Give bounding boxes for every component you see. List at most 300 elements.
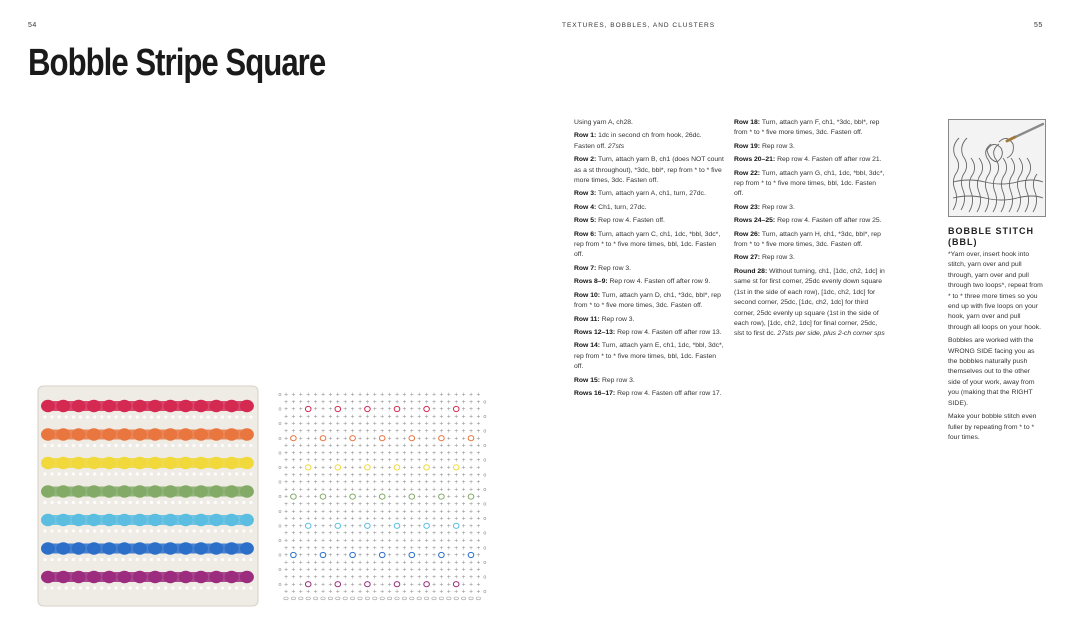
swatch-stitch (51, 501, 54, 504)
swatch-stitch (143, 501, 146, 504)
chart-dc-symbol: + (417, 523, 422, 530)
chart-bobble-symbol (350, 494, 356, 499)
swatch-stitch (193, 472, 196, 475)
chart-bobble-symbol (439, 494, 445, 499)
chart-dc-symbol: + (380, 392, 385, 398)
chart-dc-symbol: + (454, 589, 459, 596)
running-head: TEXTURES, BOBBLES, AND CLUSTERS (562, 22, 716, 29)
row-text: Rep row 3. (599, 315, 635, 323)
swatch-stitch (200, 501, 203, 504)
chart-dc-symbol: + (291, 545, 296, 552)
chart-dc-symbol: + (298, 581, 303, 588)
swatch-stitch (86, 501, 89, 504)
chart-dc-symbol: + (454, 399, 459, 406)
swatch-stitch (164, 472, 167, 475)
chart-dc-symbol: + (313, 450, 318, 457)
swatch-bobble (240, 514, 254, 526)
chart-dc-symbol: + (357, 435, 363, 442)
chart-dc-symbol: + (424, 501, 429, 508)
chart-dc-symbol: + (306, 443, 311, 450)
chart-dc-symbol: + (298, 516, 303, 523)
swatch-bobble (72, 457, 86, 469)
swatch-stitch (249, 529, 252, 532)
chart-dc-symbol: + (431, 501, 437, 508)
row-text: Rep row 4. Fasten off after row 21. (775, 156, 882, 164)
swatch-stitch (129, 501, 132, 504)
swatch-stitch (193, 415, 196, 418)
chart-chain-symbol (461, 597, 465, 600)
chart-dc-symbol: + (439, 523, 444, 530)
chart-dc-symbol: + (306, 413, 311, 420)
swatch-bobble (87, 571, 101, 583)
chart-dc-symbol: + (461, 421, 466, 428)
swatch-stitch (185, 586, 188, 589)
chart-dc-symbol: + (446, 399, 451, 406)
chart-dc-symbol: + (454, 413, 459, 420)
chart-dc-symbol: + (343, 559, 348, 566)
chart-dc-symbol: + (283, 508, 289, 515)
chart-dc-symbol: + (431, 538, 437, 544)
chart-dc-symbol: + (372, 421, 377, 428)
chart-bobble-symbol (320, 436, 326, 441)
chart-dc-symbol: + (387, 457, 392, 464)
chart-dc-symbol: + (446, 443, 451, 450)
chart-dc-symbol: + (468, 479, 474, 486)
chart-dc-symbol: + (446, 508, 451, 515)
chart-dc-symbol: + (313, 508, 318, 515)
chart-dc-symbol: + (313, 435, 318, 442)
chart-dc-symbol: + (328, 450, 333, 457)
chart-dc-symbol: + (424, 486, 429, 493)
chart-dc-symbol: + (283, 450, 289, 457)
chart-dc-symbol: + (306, 545, 311, 552)
swatch-stitch (178, 415, 181, 418)
swatch-bobble (179, 542, 193, 554)
chart-dc-symbol: + (365, 472, 370, 479)
chart-dc-symbol: + (357, 457, 363, 464)
row-text: Turn, attach yarn H, ch1, *3dc, bbl*, rep from * to * five more times, 3dc. Fasten off. (734, 230, 881, 249)
chart-dc-symbol: + (298, 399, 303, 406)
swatch-stitch (221, 501, 224, 504)
chart-dc-symbol: + (380, 559, 385, 566)
swatch-bobble (72, 400, 86, 412)
chart-dc-symbol: + (380, 574, 385, 581)
chart-dc-symbol: + (431, 559, 437, 566)
chart-dc-symbol: + (335, 559, 340, 566)
swatch-bobble (56, 542, 70, 554)
chart-dc-symbol: + (402, 457, 407, 464)
chart-dc-symbol: + (357, 428, 363, 435)
swatch-stitch (43, 415, 46, 418)
row-label: Row 11: (574, 315, 600, 323)
swatch-stitch (171, 501, 174, 504)
chart-dc-symbol: + (417, 472, 422, 479)
chart-bobble-symbol (409, 436, 415, 441)
chart-dc-symbol: + (283, 559, 289, 566)
chart-dc-symbol: + (446, 589, 451, 596)
chart-dc-symbol: + (313, 399, 318, 406)
row-label: Row 4: (574, 203, 597, 211)
swatch-stitch (193, 558, 196, 561)
chart-dc-symbol: + (328, 465, 333, 471)
chart-dc-symbol: + (461, 589, 466, 596)
swatch-bobble (102, 571, 116, 583)
chart-dc-symbol: + (298, 472, 303, 479)
row-text: Using yarn A, ch28. (574, 119, 633, 126)
chart-dc-symbol: + (439, 457, 444, 464)
chart-dc-symbol: + (343, 399, 348, 406)
row-label: Rows 16–17: (574, 389, 616, 397)
swatch-stitch (200, 472, 203, 475)
chart-dc-symbol: + (320, 392, 326, 398)
chart-dc-symbol: + (298, 494, 303, 501)
swatch-stitch (93, 415, 96, 418)
swatch-stitch (249, 558, 252, 561)
chart-dc-symbol: + (454, 435, 459, 442)
swatch-stitch (86, 415, 89, 418)
chart-dc-symbol: + (283, 523, 289, 530)
chart-dc-symbol: + (402, 435, 407, 442)
swatch-stitch (72, 415, 75, 418)
chart-dc-symbol: + (291, 392, 296, 398)
swatch-bobble (225, 571, 239, 583)
swatch-stitch (58, 415, 61, 418)
chart-dc-symbol: + (328, 552, 333, 559)
swatch-stitch (58, 501, 61, 504)
instruction-line (574, 277, 724, 287)
chart-dc-symbol: + (476, 530, 481, 537)
swatch-stitch (171, 415, 174, 418)
chart-dc-symbol: + (424, 589, 429, 596)
chart-turning-symbol: o (483, 545, 487, 552)
chart-dc-symbol: + (424, 552, 429, 559)
row-text: Rep row 4. Fasten off after row 9. (607, 278, 711, 286)
chart-bobble-symbol (409, 552, 415, 557)
chart-dc-symbol: + (365, 589, 370, 596)
chart-dc-symbol: + (476, 399, 481, 406)
chart-dc-symbol: + (372, 538, 377, 544)
chart-dc-symbol: + (424, 443, 429, 450)
chart-dc-symbol: + (476, 457, 481, 464)
chart-dc-symbol: + (283, 465, 289, 471)
chart-dc-symbol: + (476, 443, 481, 450)
chart-dc-symbol: + (298, 435, 303, 442)
chart-bobble-symbol (305, 406, 311, 411)
chart-dc-symbol: + (394, 559, 400, 566)
swatch-stitch (143, 444, 146, 447)
swatch-bobble (209, 428, 223, 440)
chart-dc-symbol: + (439, 567, 444, 574)
chart-dc-symbol: + (417, 392, 422, 398)
chart-bobble-symbol (365, 465, 371, 470)
chart-bobble-symbol (379, 436, 385, 441)
chart-dc-symbol: + (439, 421, 444, 428)
swatch-bobble (87, 457, 101, 469)
chart-dc-symbol: + (320, 516, 326, 523)
chart-dc-symbol: + (328, 399, 333, 406)
chart-dc-symbol: + (424, 567, 429, 574)
swatch-stitch (51, 415, 54, 418)
chart-dc-symbol: + (431, 406, 437, 413)
chart-dc-symbol: + (402, 479, 407, 486)
chart-dc-symbol: + (409, 589, 414, 596)
swatch-stitch (178, 558, 181, 561)
chart-chain-symbol (410, 597, 414, 600)
swatch-stitch (43, 472, 46, 475)
swatch-stitch (178, 586, 181, 589)
chart-dc-symbol: + (372, 479, 377, 486)
instruction-line (734, 169, 886, 200)
swatch-stitch (207, 472, 210, 475)
chart-dc-symbol: + (402, 523, 407, 530)
swatch-stitch (72, 444, 75, 447)
chart-dc-symbol: + (372, 450, 377, 457)
chart-dc-symbol: + (431, 589, 437, 596)
swatch-bobble (163, 571, 177, 583)
swatch-stitch (150, 529, 153, 532)
chart-dc-symbol: + (431, 530, 437, 537)
chart-dc-symbol: + (380, 567, 385, 574)
chart-dc-symbol: + (313, 581, 318, 588)
chart-dc-symbol: + (306, 494, 311, 501)
chart-dc-symbol: + (320, 545, 326, 552)
chart-dc-symbol: + (431, 435, 437, 442)
chart-chain-symbol (306, 597, 310, 600)
chart-dc-symbol: + (335, 567, 340, 574)
chart-dc-symbol: + (417, 552, 422, 559)
chart-dc-symbol: + (350, 508, 355, 515)
swatch-stitch (228, 529, 231, 532)
chart-chain-symbol (387, 597, 391, 600)
chart-dc-symbol: + (446, 428, 451, 435)
chart-dc-symbol: + (468, 399, 474, 406)
chart-dc-symbol: + (446, 392, 451, 398)
row-label: Row 5: (574, 217, 597, 225)
page-number-right: 55 (1034, 22, 1043, 29)
swatch-bobble (194, 485, 208, 497)
chart-dc-symbol: + (394, 530, 400, 537)
chart-dc-symbol: + (320, 530, 326, 537)
swatch-bobble (163, 542, 177, 554)
swatch-stitch (207, 501, 210, 504)
swatch-stitch (100, 586, 103, 589)
chart-dc-symbol: + (431, 421, 437, 428)
swatch-stitch (200, 558, 203, 561)
row-text: Turn, attach yarn C, ch1, 1dc, *bbl, 3dc*, rep from * to * five more times, bbl, 1dc. Fasten off. (574, 230, 721, 259)
swatch-stitch (185, 529, 188, 532)
swatch-stitch (107, 558, 110, 561)
swatch-stitch (235, 529, 238, 532)
chart-dc-symbol: + (306, 428, 311, 435)
chart-dc-symbol: + (357, 465, 363, 471)
chart-dc-symbol: + (350, 479, 355, 486)
chart-dc-symbol: + (350, 501, 355, 508)
chart-dc-symbol: + (468, 392, 474, 398)
chart-dc-symbol: + (313, 392, 318, 398)
chart-dc-symbol: + (291, 530, 296, 537)
swatch-stitch (114, 586, 117, 589)
chart-dc-symbol: + (372, 501, 377, 508)
swatch-stitch (72, 529, 75, 532)
chart-dc-symbol: + (394, 567, 400, 574)
chart-dc-symbol: + (313, 465, 318, 471)
chart-dc-symbol: + (380, 508, 385, 515)
chart-turning-symbol: o (483, 428, 487, 435)
chart-bobble-symbol (394, 523, 400, 528)
chart-dc-symbol: + (409, 406, 414, 413)
swatch-stitch (122, 586, 125, 589)
chart-dc-symbol: + (409, 567, 414, 574)
chart-dc-symbol: + (343, 428, 348, 435)
swatch-stitch (214, 529, 217, 532)
swatch-stitch (235, 472, 238, 475)
chart-dc-symbol: + (461, 545, 466, 552)
chart-dc-symbol: + (476, 552, 481, 559)
swatch-bobble (148, 571, 162, 583)
chart-dc-symbol: + (439, 538, 444, 544)
chart-dc-symbol: + (291, 413, 296, 420)
swatch-stitch (114, 501, 117, 504)
chart-bobble-symbol (453, 523, 459, 528)
chart-dc-symbol: + (454, 538, 459, 544)
swatch-stitch (249, 472, 252, 475)
swatch-stitch (143, 529, 146, 532)
chart-dc-symbol: + (380, 486, 385, 493)
swatch-stitch (221, 586, 224, 589)
chart-dc-symbol: + (387, 472, 392, 479)
swatch-stitch (114, 558, 117, 561)
chart-dc-symbol: + (439, 413, 444, 420)
swatch-stitch (185, 501, 188, 504)
chart-dc-symbol: + (343, 421, 348, 428)
chart-dc-symbol: + (283, 406, 289, 413)
swatch-bobble (179, 457, 193, 469)
chart-dc-symbol: + (365, 494, 370, 501)
swatch-stitch (51, 586, 54, 589)
swatch-bobble (148, 400, 162, 412)
chart-dc-symbol: + (343, 530, 348, 537)
chart-turning-symbol: o (483, 559, 487, 566)
chart-turning-symbol: o (278, 421, 282, 428)
swatch-stitch (100, 415, 103, 418)
chart-dc-symbol: + (283, 435, 289, 442)
chart-dc-symbol: + (357, 486, 363, 493)
chart-turning-symbol: o (278, 567, 282, 574)
chart-dc-symbol: + (409, 501, 414, 508)
chart-dc-symbol: + (439, 465, 444, 471)
chart-dc-symbol: + (372, 530, 377, 537)
chart-turning-symbol: o (278, 538, 282, 544)
chart-dc-symbol: + (402, 494, 407, 501)
row-text: Rep row 3. (600, 376, 635, 384)
swatch-stitch (65, 529, 68, 532)
chart-dc-symbol: + (350, 581, 355, 588)
instructions-column-1 (574, 118, 724, 402)
instruction-line (574, 155, 724, 186)
chart-dc-symbol: + (372, 465, 377, 471)
chart-dc-symbol: + (446, 552, 451, 559)
chart-dc-symbol: + (461, 413, 466, 420)
chart-dc-symbol: + (313, 559, 318, 566)
swatch-stitch (214, 586, 217, 589)
chart-dc-symbol: + (402, 413, 407, 420)
chart-dc-symbol: + (343, 450, 348, 457)
chart-dc-symbol: + (476, 406, 481, 413)
chart-dc-symbol: + (454, 494, 459, 501)
chart-dc-symbol: + (291, 581, 296, 588)
swatch-bobble (209, 571, 223, 583)
row-label: Rows 24–25: (734, 217, 776, 225)
swatch-stitch (164, 558, 167, 561)
swatch-stitch (242, 472, 245, 475)
chart-dc-symbol: + (424, 538, 429, 544)
chart-dc-symbol: + (320, 443, 326, 450)
chart-dc-symbol: + (461, 559, 466, 566)
instruction-line (574, 230, 724, 261)
chart-bobble-symbol (305, 582, 311, 587)
chart-dc-symbol: + (357, 559, 363, 566)
chart-dc-symbol: + (343, 435, 348, 442)
chart-dc-symbol: + (298, 589, 303, 596)
chart-chain-symbol (439, 597, 443, 600)
chart-dc-symbol: + (417, 479, 422, 486)
chart-dc-symbol: + (283, 399, 289, 406)
chart-dc-symbol: + (446, 530, 451, 537)
swatch-stitch (79, 472, 82, 475)
swatch-stitch (200, 444, 203, 447)
chart-dc-symbol: + (357, 399, 363, 406)
chart-dc-symbol: + (328, 516, 333, 523)
swatch-bobble (102, 514, 116, 526)
chart-dc-symbol: + (431, 450, 437, 457)
chart-dc-symbol: + (372, 545, 377, 552)
swatch-bobble (118, 542, 132, 554)
swatch-bobble (240, 542, 254, 554)
row-text: Turn, attach yarn F, ch1, *3dc, bbl*, rep from * to * five more times, 3dc. Fasten off. (734, 119, 880, 137)
chart-dc-symbol: + (402, 465, 407, 471)
chart-dc-symbol: + (446, 450, 451, 457)
chart-dc-symbol: + (335, 457, 340, 464)
swatch-stitch (43, 529, 46, 532)
chart-dc-symbol: + (454, 574, 459, 581)
chart-bobble-symbol (424, 523, 430, 528)
swatch-bobble (225, 457, 239, 469)
chart-dc-symbol: + (446, 413, 451, 420)
chart-dc-symbol: + (328, 392, 333, 398)
swatch-bobble (194, 400, 208, 412)
chart-dc-symbol: + (343, 472, 348, 479)
chart-dc-symbol: + (446, 516, 451, 523)
chart-dc-symbol: + (409, 450, 414, 457)
chart-dc-symbol: + (357, 443, 363, 450)
chart-dc-symbol: + (409, 421, 414, 428)
swatch-stitch (150, 586, 153, 589)
swatch-bobble (41, 457, 55, 469)
chart-dc-symbol: + (424, 399, 429, 406)
chart-dc-symbol: + (298, 413, 303, 420)
chart-bobble-symbol (320, 552, 326, 557)
chart-bobble-symbol (453, 465, 459, 470)
chart-dc-symbol: + (306, 530, 311, 537)
swatch-stitch (100, 529, 103, 532)
chart-dc-symbol: + (409, 428, 414, 435)
swatch-stitch (100, 472, 103, 475)
chart-dc-symbol: + (283, 494, 289, 501)
chart-dc-symbol: + (372, 457, 377, 464)
chart-dc-symbol: + (357, 508, 363, 515)
chart-dc-symbol: + (468, 501, 474, 508)
swatch-stitch (171, 444, 174, 447)
